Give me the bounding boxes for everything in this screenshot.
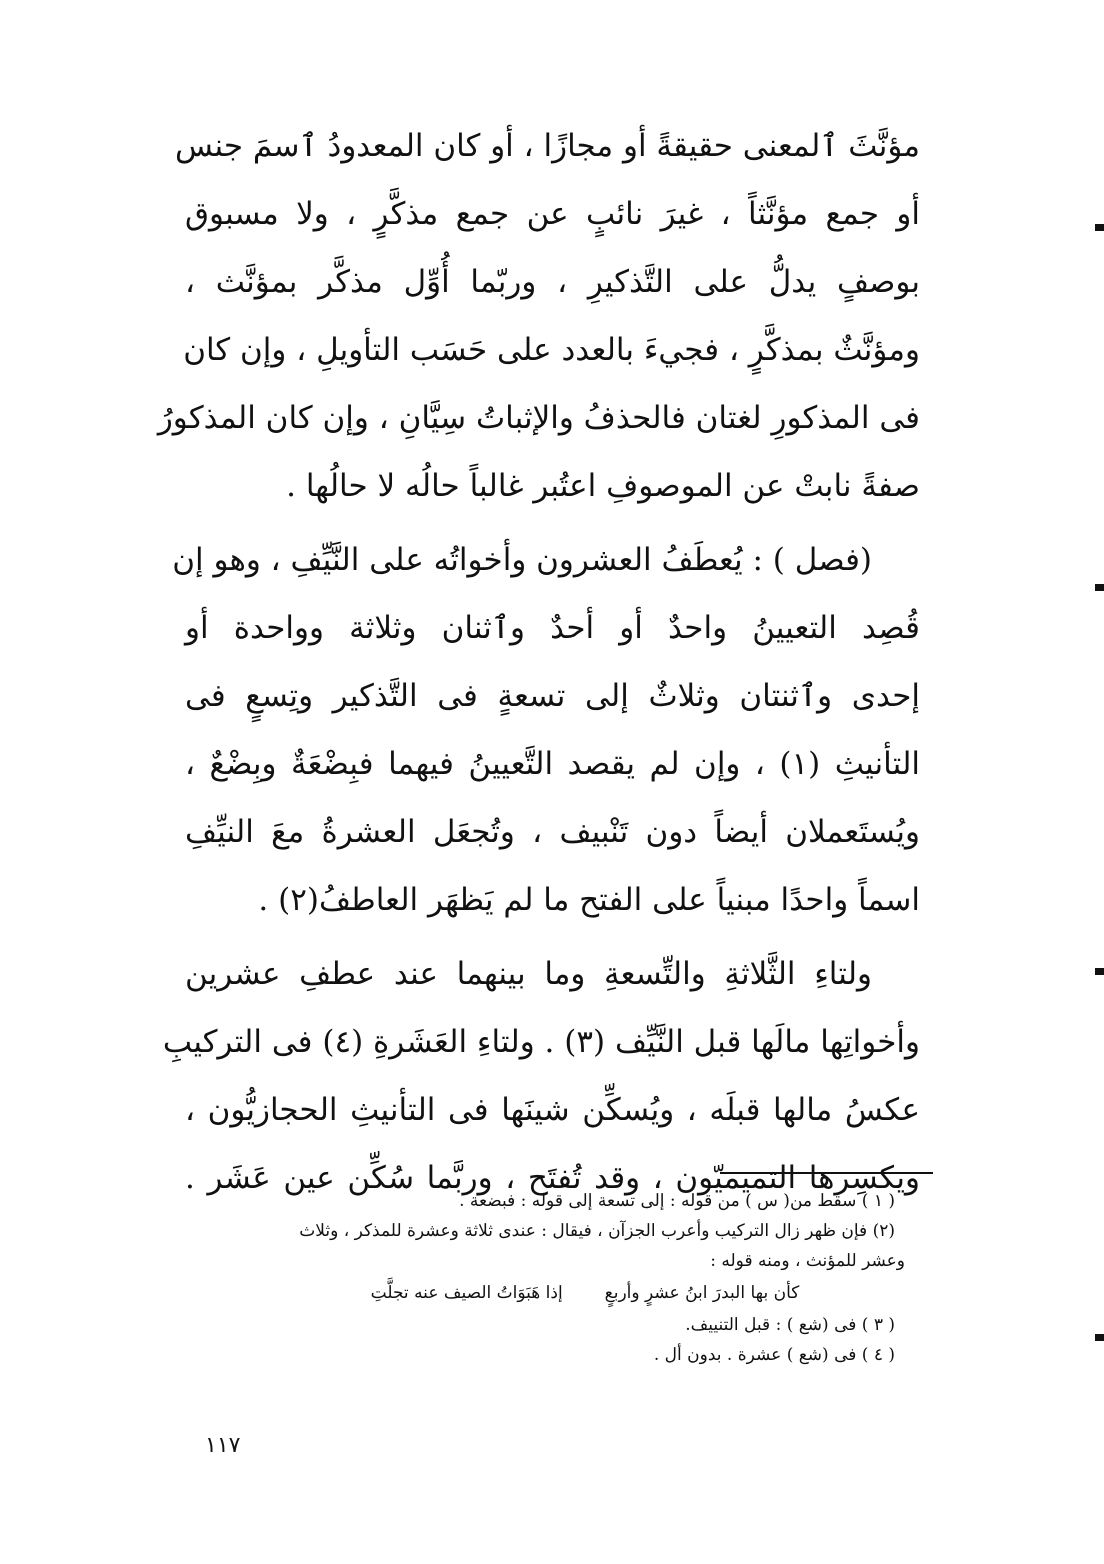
page-number: ١١٧ [205,1433,241,1458]
text-line: ولتاءِ الثَّلاثةِ والتِّسعةِ وما بينهما عند عطفِ عشرين [185,956,872,992]
margin-mark [1095,224,1104,231]
text-line: التأنيثِ (١) ، وإن لم يقصد التَّعيينُ فيهما فبِضْعَةٌ وبِضْعٌ ، [185,746,921,782]
footnote-verse [205,1276,905,1310]
footnote-2: (٢) فإن ظهر زال التركيب وأعرب الجزآن ، فيقال : عندى ثلاثة وعشرة للمذكر ، وثلاث [299,1221,895,1241]
text-line: قُصِد التعيينُ واحدٌ أو أحدٌ وٱثنان وثلاثة وواحدة أو [185,610,920,646]
main-text [157,112,921,1212]
margin-mark [1095,584,1104,591]
text-line: إحدى وٱثنتان وثلاثٌ إلى تسعةٍ فى التَّذكير وتِسعٍ فى [185,678,920,714]
text-line: أو جمع مؤنَّثاً ، غيرَ نائبٍ عن جمع مذكَّرٍ ، ولا مسبوق [185,196,920,232]
footnote-separator [720,1172,933,1174]
text-line: مؤنَّثَ ٱلمعنى حقيقةً أو مجازًا ، أو كان المعدودُ ٱسمَ جنس [175,128,920,164]
text-line: عكسُ مالها قبلَه ، ويُسكِّن شينَها فى التأنيثِ الحجازيُّون ، [185,1092,920,1128]
footnote-4: ( ٤ ) فى (شع ) عشرة . بدون أل . [653,1345,895,1365]
text-line: فى المذكورِ لغتان فالحذفُ والإثباتُ سِيَّانِ ، وإن كان المذكورُ [157,400,920,436]
text-line: بوصفٍ يدلُّ على التَّذكيرِ ، وربّما أُوِّل مذكَّر بمؤنَّث ، [185,264,920,300]
verse-first-hemistich: كأن بها البدرَ ابنُ عشرٍ وأربعٍ [604,1283,800,1303]
verse-second-hemistich: إذا هَبَوَاتُ الصيف عنه تجلَّتِ [370,1283,563,1303]
text-line: صفةً نابتْ عن الموصوفِ اعتُبر غالباً حالُه لا حالُها . [286,468,920,504]
text-line: ومؤنَّثٌ بمذكَّرٍ ، فجيءَ بالعدد على حَسَب التأويلِ ، وإن كان [183,332,920,368]
text-line: وأخواتِها مالَها قبل النَّيِّف (٣) . ولتاءِ العَشَرةِ (٤) فى التركيبِ [162,1024,920,1060]
footnote-2-continuation: وعشر للمؤنث ، ومنه قوله : [710,1251,905,1271]
text-line: ويكسِرها التميميّون ، وقد تُفتَح ، وربَّما سُكِّن عين عَشَر . [185,1160,920,1196]
footnotes [205,1186,905,1370]
text-line: (فصل ) : يُعطَفُ العشرون وأخواتُه على النَّيِّفِ ، وهو إن [172,542,872,578]
footnote-3: ( ٣ ) فى (شع ) : قبل التنييف. [685,1315,895,1335]
footnote-1: ( ١ ) سقط من( س ) من قوله : إلى تسعة إلى قوله : فبضعة . [459,1191,895,1211]
text-line: اسماً واحدًا مبنياً على الفتح ما لم يَظهَر العاطفُ(٢) . [258,882,920,918]
text-line: ويُستَعملان أيضاً دون تَنْبيف ، وتُجعَل العشرةُ معَ النيِّفِ [185,814,920,850]
margin-mark [1095,968,1104,975]
margin-mark [1095,1334,1104,1341]
